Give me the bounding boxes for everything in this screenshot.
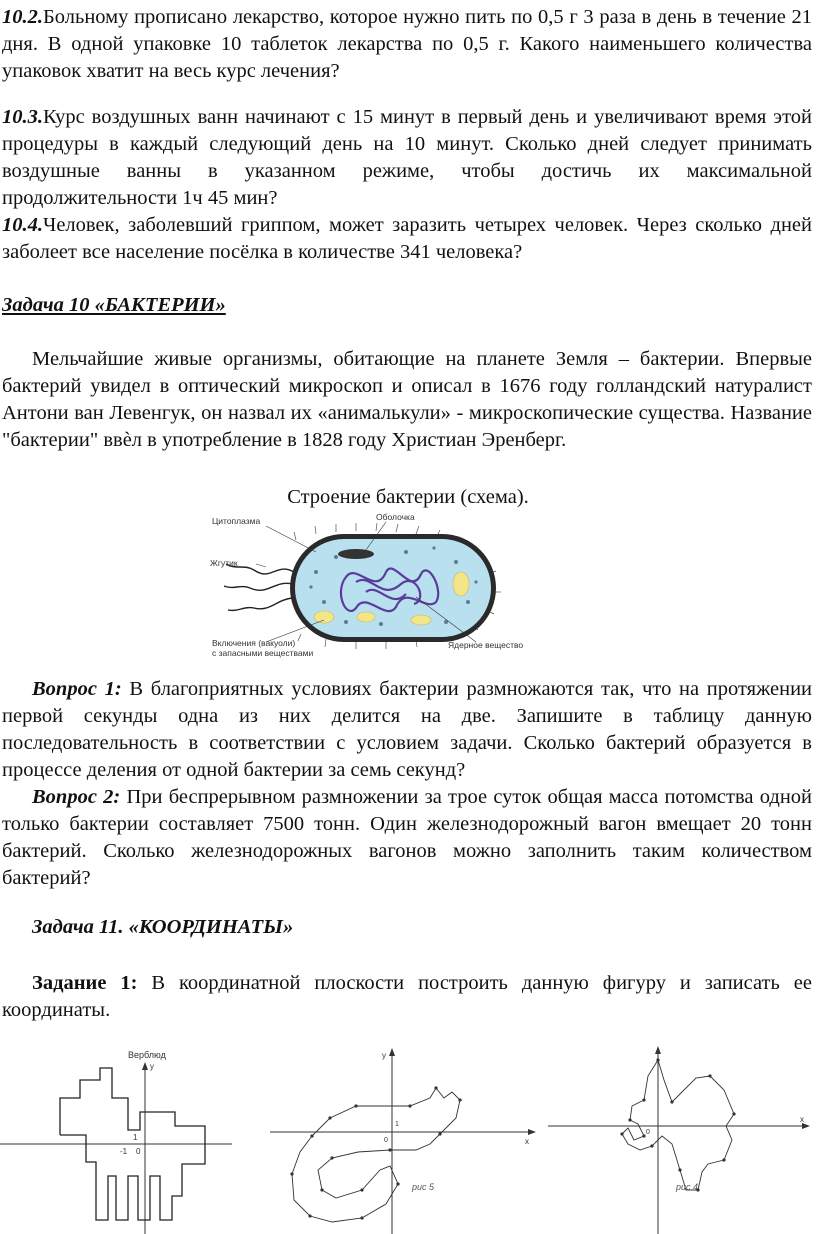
axis-one: 1	[133, 1133, 138, 1142]
figure-camel	[0, 1040, 240, 1234]
axis-y-label: y	[382, 1051, 386, 1060]
label-membrane: Оболочка	[376, 512, 415, 522]
question-label: Вопрос 2:	[32, 786, 121, 808]
figure-rис5	[270, 1040, 540, 1234]
bacteria-intro: Мельчайшие живые организмы, обитающие на планете Земля – бактерии. Впервые бактерий увидел в оптический микроскоп и описал в 1676 году голландский натуралист Антони ван Левенгук, он назвал их «анималькули» - микроскопические существа. Название "бактерии" ввѐл в употребление в 1828 году Христиан Эренберг.	[2, 348, 812, 451]
task-text: Человек, заболевший гриппом, может заразить четырех человек. Через сколько дней заболеет все население посёлка в количестве 341 человека?	[2, 214, 812, 263]
question-text: В благоприятных условиях бактерии размножаются так, что на протяжении первой секунды одна из них делится на две. Запишите в таблицу данную последовательность в соответствии с условием задачи. Сколько бактерий образуется в процессе деления от одной бактерии за семь секунд?	[2, 678, 813, 781]
task-10-3	[2, 104, 812, 212]
figure-caption: рис 4	[676, 1182, 699, 1192]
label-cytoplasm: Цитоплазма	[212, 516, 261, 526]
axis-y-label: y	[150, 1062, 154, 1071]
axis-zero: 0	[136, 1147, 141, 1156]
bacteria-heading: Задача 10 «БАКТЕРИИ»	[2, 294, 226, 316]
task-text: Больному прописано лекарство, которое нужно пить по 0,5 г 3 раза в день в течение 21 дня. В одной упаковке 10 таблеток лекарства по 0,5 г. Какого наименьшего количества упаковок хватит на весь курс лечения?	[2, 6, 812, 82]
question-text: При беспрерывном размножении за трое суток общая масса потомства одной только бактерии составляет 7500 тонн. Один железнодорожный вагон вмещает 20 тонн бактерий. Сколько железнодорожных вагонов можно заполнить таким количеством бактерий?	[2, 786, 813, 889]
axis-x-label: x	[800, 1115, 804, 1124]
task-number: 10.3.	[2, 106, 43, 128]
assignment-text: В координатной плоскости построить данную фигуру и записать ее координаты.	[2, 972, 812, 1021]
figure-outline	[622, 1060, 734, 1190]
assignment-label: Задание 1:	[32, 972, 138, 994]
dark-inclusion	[338, 549, 374, 559]
task-10-4	[2, 212, 812, 266]
figure-title: Верблюд	[128, 1050, 166, 1060]
question-1	[2, 676, 812, 784]
question-2	[2, 784, 812, 892]
figure-caption: рис 5	[412, 1182, 435, 1192]
diagram-caption: Строение бактерии (схема).	[287, 486, 529, 508]
coords-assignment	[2, 970, 812, 1024]
question-label: Вопрос 1:	[32, 678, 122, 700]
axis-one: 1	[395, 1121, 399, 1128]
label-nucleus: Ядерное вещество	[448, 640, 524, 650]
axis-minus-one: -1	[120, 1147, 128, 1156]
axis-x-label: x	[525, 1137, 529, 1146]
task-10-2	[2, 4, 812, 85]
axis-zero: 0	[646, 1129, 650, 1136]
bacteria-diagram	[206, 512, 526, 660]
label-inclusions-1: Включения (вакуоли)	[212, 638, 296, 648]
task-number: 10.2.	[2, 6, 43, 28]
flagella	[224, 564, 294, 610]
task-text: Курс воздушных ванн начинают с 15 минут в первый день и увеличивают время этой процедуры в каждый следующий день на 10 минут. Сколько дней следует принимать воздушные ванны в указанном режиме, чтобы достичь их максимальной продолжительности 1ч 45 мин?	[2, 106, 812, 209]
figure-outline	[292, 1088, 460, 1222]
figure-ris4	[548, 1040, 816, 1234]
figure-vertices	[620, 1058, 735, 1191]
task-number: 10.4.	[2, 214, 43, 236]
label-flagellum: Жгутик	[210, 558, 238, 568]
label-inclusions-2: с запасными веществами	[212, 648, 314, 658]
coords-heading: Задача 11. «КООРДИНАТЫ»	[32, 916, 294, 938]
axis-zero: 0	[384, 1137, 388, 1144]
